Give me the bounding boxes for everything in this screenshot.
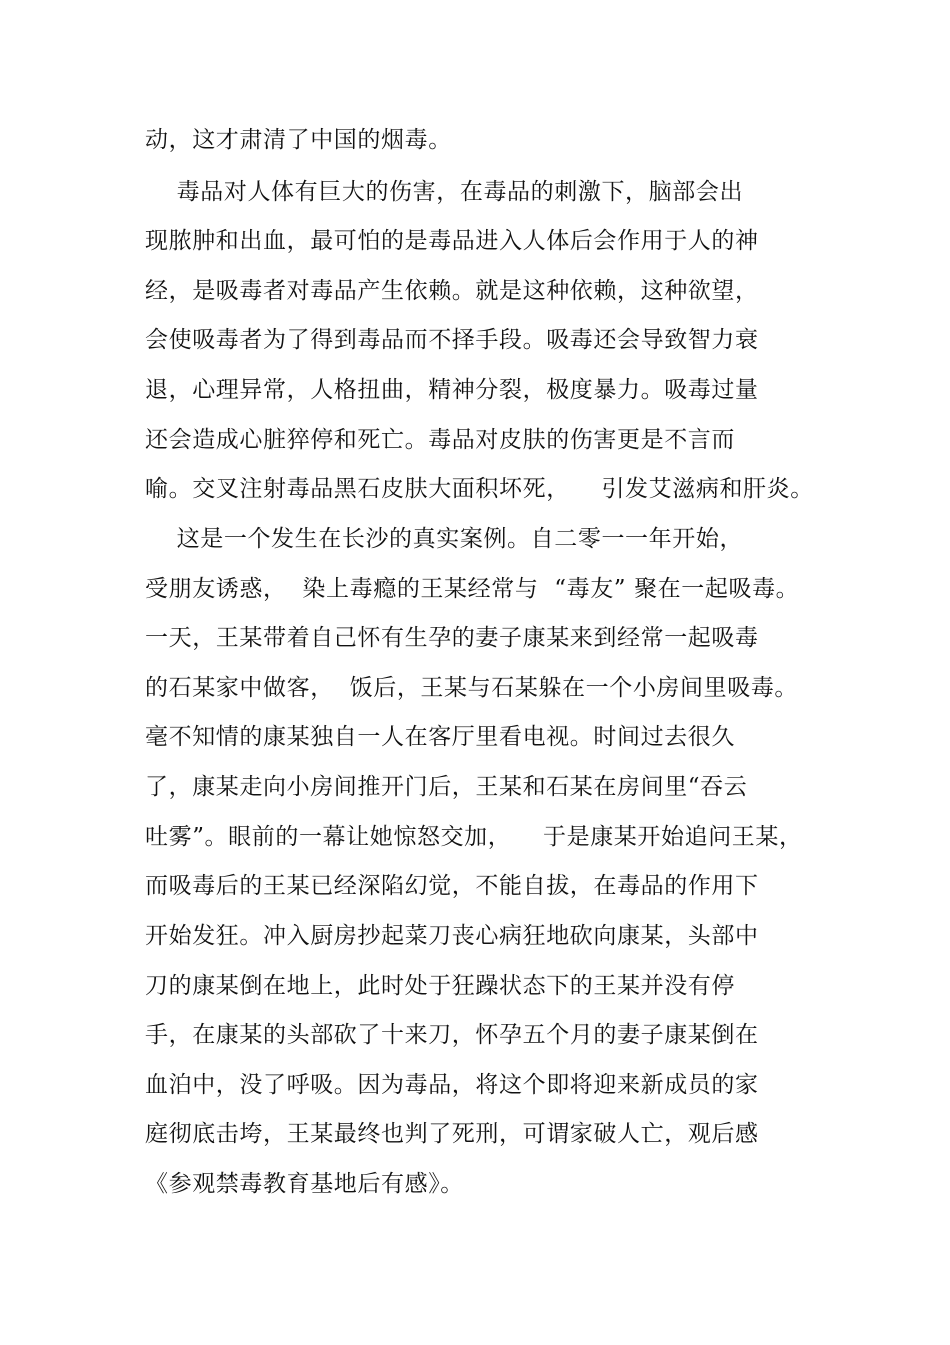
text-line: 一天，王某带着自己怀有生孕的妻子康某来到经常一起吸毒: [145, 625, 759, 651]
text-line: 开始发狂。冲入厨房抄起菜刀丧心病狂地砍向康某，头部中: [145, 923, 759, 949]
text-line: 吐雾”。眼前的一幕让她惊怒交加， 于是康某开始追问王某，: [145, 824, 803, 850]
text-line: 的石某家中做客， 饭后，王某与石某躲在一个小房间里吸毒。: [145, 675, 799, 701]
text-line: 庭彻底击垮，王某最终也判了死刑，可谓家破人亡，观后感: [145, 1121, 759, 1147]
text-line: 还会造成心脏猝停和死亡。毒品对皮肤的伤害更是不言而: [145, 427, 735, 453]
text-line: 毒品对人体有巨大的伤害，在毒品的刺激下，脑部会出: [145, 179, 744, 205]
text-line: 了，康某走向小房间推开门后，王某和石某在房间里“吞云: [145, 774, 748, 800]
text-line: 《参观禁毒教育基地后有感》。: [145, 1171, 464, 1197]
text-line: 动，这才肃清了中国的烟毒。: [145, 127, 452, 153]
text-line: 经，是吸毒者对毒品产生依赖。就是这种依赖，这种欲望，: [145, 278, 759, 304]
text-line: 手，在康某的头部砍了十来刀，怀孕五个月的妻子康某倒在: [145, 1022, 759, 1048]
text-line: 而吸毒后的王某已经深陷幻觉，不能自拔，在毒品的作用下: [145, 873, 759, 899]
text-line: 现脓肿和出血，最可怕的是毒品进入人体后会作用于人的神: [145, 228, 759, 254]
text-line: 受朋友诱惑， 染上毒瘾的王某经常与 “毒友” 聚在一起吸毒。: [145, 576, 800, 602]
text-line: 喻。交叉注射毒品黑石皮肤大面积坏死， 引发艾滋病和肝炎。: [145, 476, 814, 502]
text-line: 血泊中，没了呼吸。因为毒品，将这个即将迎来新成员的家: [145, 1072, 759, 1098]
text-line: 这是一个发生在长沙的真实案例。自二零一一年开始，: [145, 526, 744, 552]
text-line: 毫不知情的康某独自一人在客厅里看电视。时间过去很久: [145, 724, 735, 750]
text-line: 退，心理异常，人格扭曲，精神分裂，极度暴力。吸毒过量: [145, 377, 759, 403]
text-line: 刀的康某倒在地上，此时处于狂躁状态下的王某并没有停: [145, 973, 735, 999]
text-line: 会使吸毒者为了得到毒品而不择手段。吸毒还会导致智力衰: [145, 327, 759, 353]
